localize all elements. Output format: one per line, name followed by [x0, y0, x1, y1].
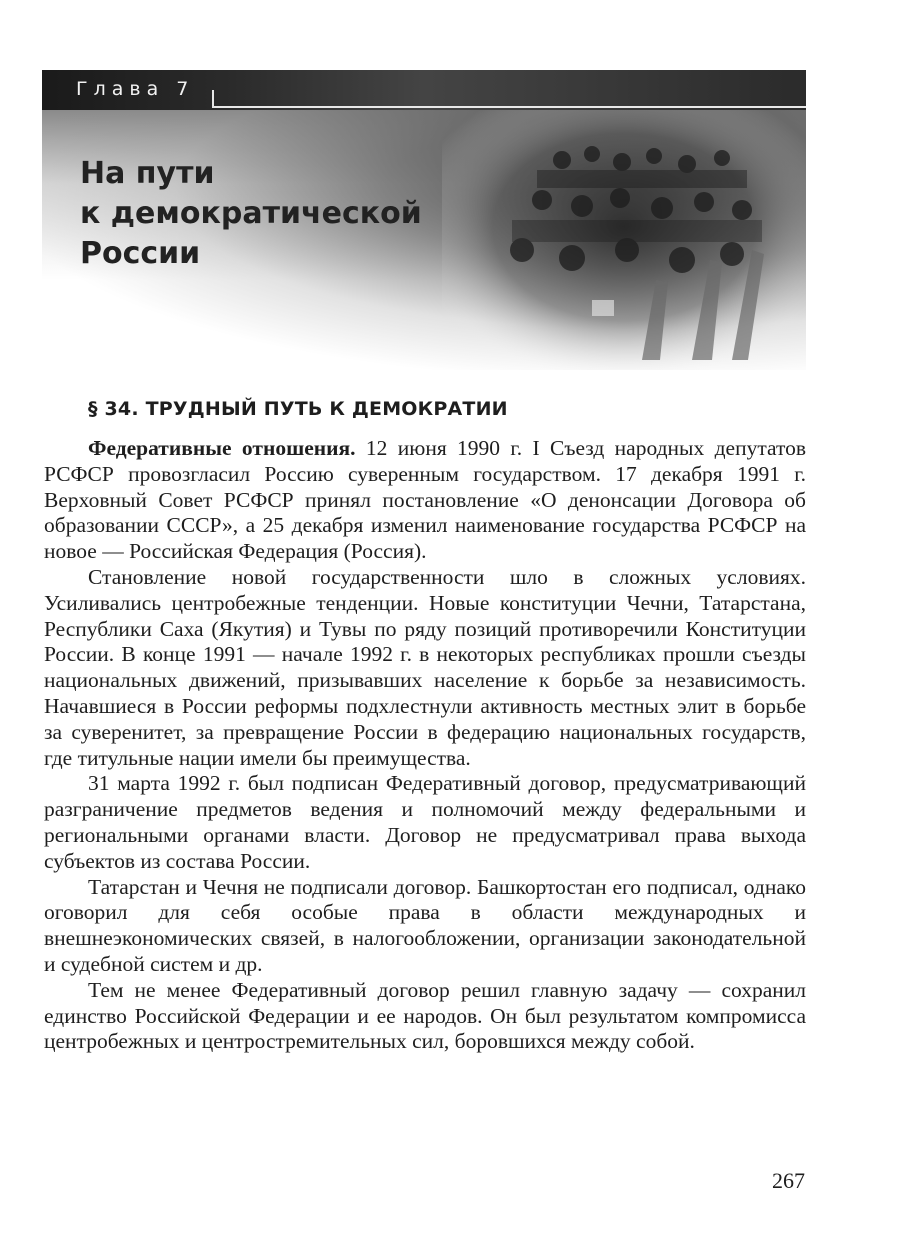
paragraph — [44, 875, 806, 978]
paragraph-text: Становление новой государственности шло в сложных условиях. Усиливались центробежные тенденции. Новые конституции Чечни, Татарстана, Республики Саха (Якутия) и Тувы по ряду позиций противоречили Конституции России. В конце 1991 — начале 1992 г. в некоторых республиках прошли съезды национальных движений, призывавших население к борьбе за независимость. Начавшиеся в России реформы подхлестнули активность местных элит в борьбе за суверенитет, за превращение России в федерацию национальных государств, где титульные нации имели бы преимущества. — [44, 564, 806, 770]
paragraph-text: Тем не менее Федеративный договор решил главную задачу — сохранил единство Российской Федерации и ее народов. Он был результатом компромисса центробежных и центростремительных сил, боровшихся между собой. — [44, 977, 806, 1054]
congress-photo — [442, 110, 806, 370]
page-number: 267 — [772, 1168, 805, 1193]
paragraph — [44, 978, 806, 1055]
chapter-title: На пути к демократической России — [80, 156, 422, 271]
section-title: § 34. ТРУДНЫЙ ПУТЬ К ДЕМОКРАТИИ — [88, 398, 508, 420]
paragraph — [44, 436, 806, 565]
chapter-label: Глава 7 — [76, 78, 195, 100]
paragraph — [44, 771, 806, 874]
paragraph-text: 12 июня 1990 г. I Съезд народных депутатов РСФСР провозгласил Россию суверенным государством. 17 декабря 1991 г. Верховный Совет РСФСР принял постановление «О денонсации Договора об образовании СССР», а 25 декабря изменил наименование государства РСФСР на новое — Российская Федерация (Россия). — [44, 436, 806, 564]
paragraph-text: Татарстан и Чечня не подписали договор. Башкортостан его подписал, однако оговорил для себя особые права в области международных и внешнеэкономических связей, в налогообложении, организации законодательной и судебной систем и др. — [44, 874, 806, 976]
body-text — [44, 436, 806, 1055]
chapter-banner — [42, 70, 806, 370]
chapter-rule — [214, 106, 806, 108]
paragraph-lead: Федеративные отношения. — [88, 436, 356, 460]
paragraph-text: 31 марта 1992 г. был подписан Федеративный договор, предусматривающий разграничение предметов ведения и полномочий между федеральными и региональными органами власти. Договор не предусматривал права выхода субъектов из состава России. — [44, 771, 806, 873]
paragraph — [44, 565, 806, 771]
